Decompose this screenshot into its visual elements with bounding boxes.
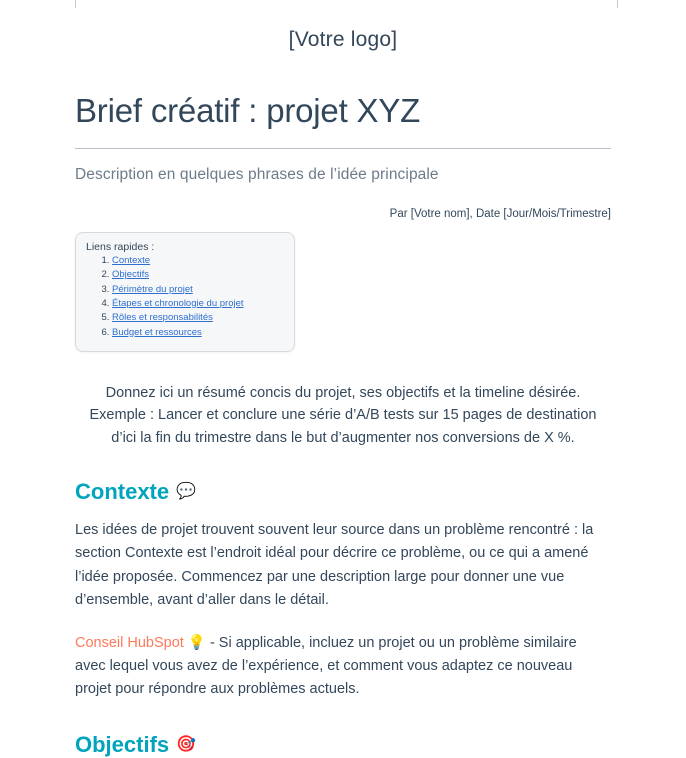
quick-links-list — [86, 255, 284, 339]
page-subtitle: Description en quelques phrases de l’idée principale — [75, 166, 439, 183]
quick-link-objectifs[interactable]: Objectifs — [112, 269, 149, 281]
logo-placeholder: [Votre logo] — [288, 28, 398, 51]
section-heading-label: Objectifs — [75, 731, 170, 757]
quick-link-contexte[interactable]: Contexte — [112, 255, 151, 266]
hubspot-tip-label: Conseil HubSpot — [75, 635, 184, 652]
section-body-contexte: Les idées de projet trouvent souvent leur source dans un problème rencontré : la section Contexte est l’endroit idéal pour décrire ce problème, ou ce qui a amené l’idée proposée. Commencez par une description large pour donner une vue d’ensemble, avant d’aller dans le détail. — [75, 522, 594, 608]
quick-link-roles[interactable]: Rôles et responsabilités — [112, 312, 213, 324]
lightbulb-icon: 💡 — [187, 635, 206, 652]
quick-link-perimetre[interactable]: Périmètre du projet — [112, 283, 193, 295]
list-item — [112, 269, 284, 282]
hubspot-tip-body: - Si applicable, incluez un projet ou un problème similaire avec lequel vous avez de l’expérience, et comment vous adaptez ce nouveau projet pour répondre aux problèmes actuels. — [75, 635, 577, 698]
quick-links-label: Liens rapides : — [86, 241, 155, 253]
list-item — [112, 298, 284, 311]
hubspot-tip — [75, 632, 611, 702]
byline: Par [Votre nom], Date [Jour/Mois/Trimestre] — [389, 208, 611, 220]
list-item — [112, 312, 284, 325]
quick-links-box — [75, 232, 295, 352]
list-item — [112, 284, 284, 297]
quick-link-budget[interactable]: Budget et ressources — [112, 326, 202, 338]
section-heading-label: Contexte — [75, 479, 170, 505]
title-divider — [75, 148, 611, 149]
section-heading-contexte — [75, 479, 611, 505]
target-icon: 🎯 — [176, 735, 197, 753]
margin-guide-left — [75, 0, 76, 8]
speech-bubble-icon: 💬 — [176, 483, 197, 501]
quick-link-etapes[interactable]: Étapes et chronologie du projet — [112, 297, 244, 309]
section-heading-objectifs — [75, 732, 611, 758]
page-title: Brief créatif : projet XYZ — [75, 92, 421, 129]
margin-guide-right — [617, 0, 618, 8]
intro-paragraph: Donnez ici un résumé concis du projet, ses objectifs et la timeline désirée. Exemple : Lancer et conclure une série d’A/B tests sur 15 pages de destination d’ici la fin du trimestre dans le but d’augmenter nos conversions de X %. — [89, 384, 597, 446]
list-item — [112, 255, 284, 268]
list-item — [112, 327, 284, 340]
